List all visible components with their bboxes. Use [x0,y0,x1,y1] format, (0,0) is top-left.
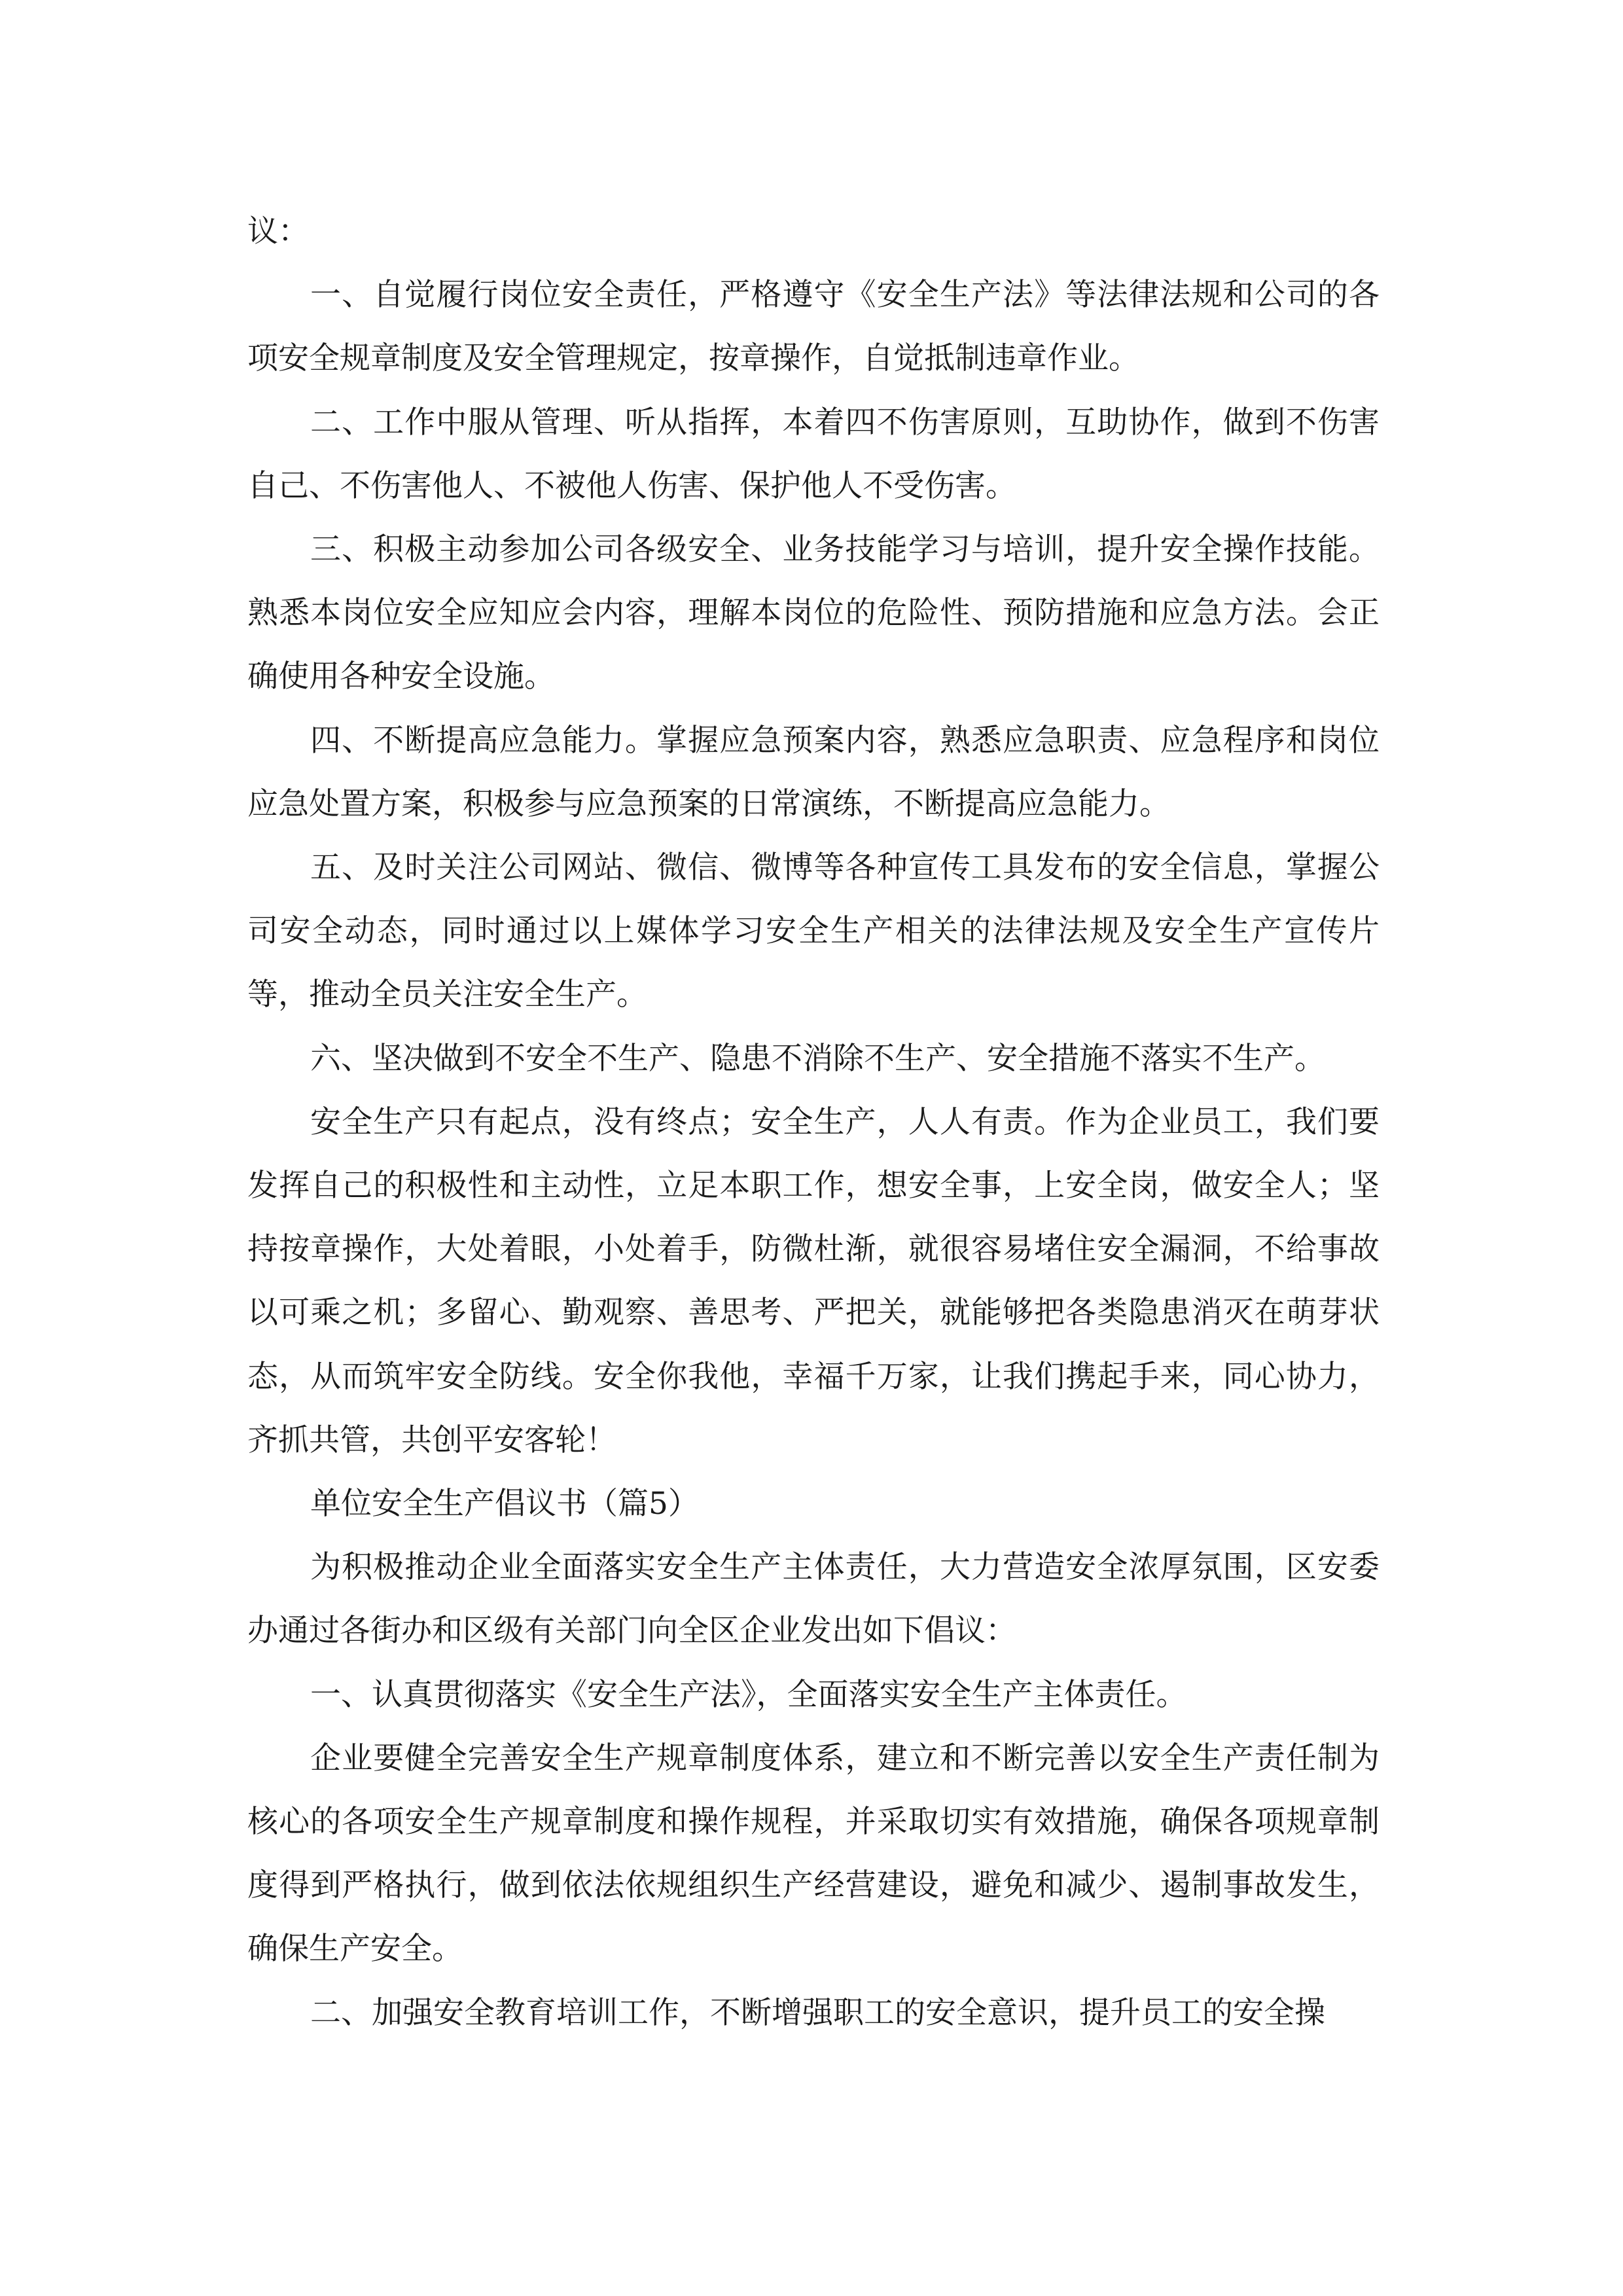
body-paragraph: 安全生产只有起点，没有终点；安全生产，人人有责。作为企业员工，我们要发挥自己的积极性和主动性，立足本职工作，想安全事，上安全岗，做安全人；坚持按章操作，大处着眼，小处着手，防微杜渐，就很容易堵住安全漏洞，不给事故以可乘之机；多留心、勤观察、善思考、严把关，就能够把各类隐患消灭在萌芽状态，从而筑牢安全防线。安全你我他，幸福千万家，让我们携起手来，同心协力，齐抓共管，共创平安客轮！ [247,1103,1380,1458]
body-paragraph: 三、积极主动参加公司各级安全、业务技能学习与培训，提升安全操作技能。熟悉本岗位安全应知应会内容，理解本岗位的危险性、预防措施和应急方法。会正确使用各种安全设施。 [247,531,1380,695]
body-paragraph: 六、坚决做到不安全不生产、隐患不消除不生产、安全措施不落实不生产。 [310,1040,1325,1077]
body-paragraph: 四、不断提高应急能力。掌握应急预案内容，熟悉应急职责、应急程序和岗位应急处置方案，积极参与应急预案的日常演练，不断提高应急能力。 [247,722,1380,822]
body-paragraph: 一、自觉履行岗位安全责任，严格遵守《安全生产法》等法律法规和公司的各项安全规章制度及安全管理规定，按章操作，自觉抵制违章作业。 [247,277,1380,377]
body-paragraph: 二、加强安全教育培训工作，不断增强职工的安全意识，提升员工的安全操 [310,1994,1325,2031]
body-paragraph: 二、工作中服从管理、听从指挥，本着四不伤害原则，互助协作，做到不伤害自己、不伤害他人、不被他人伤害、保护他人不受伤害。 [247,404,1380,504]
body-paragraph: 议： [247,213,309,249]
body-paragraph: 五、及时关注公司网站、微信、微博等各种宣传工具发布的安全信息，掌握公司安全动态，同时通过以上媒体学习安全生产相关的法律法规及安全生产宣传片等，推动全员关注安全生产。 [247,850,1380,1013]
section-heading: 单位安全生产倡议书（篇5） [310,1486,699,1522]
body-paragraph: 为积极推动企业全面落实安全生产主体责任，大力营造安全浓厚氛围，区安委办通过各街办和区级有关部门向全区企业发出如下倡议： [247,1549,1380,1649]
body-paragraph: 一、认真贯彻落实《安全生产法》，全面落实安全生产主体责任。 [310,1676,1187,1713]
document-body [247,200,1380,2045]
body-paragraph: 企业要健全完善安全生产规章制度体系，建立和不断完善以安全生产责任制为核心的各项安全生产规章制度和操作规程，并采取切实有效措施，确保各项规章制度得到严格执行，做到依法依规组织生产经营建设，避免和减少、遏制事故发生，确保生产安全。 [247,1740,1380,1967]
